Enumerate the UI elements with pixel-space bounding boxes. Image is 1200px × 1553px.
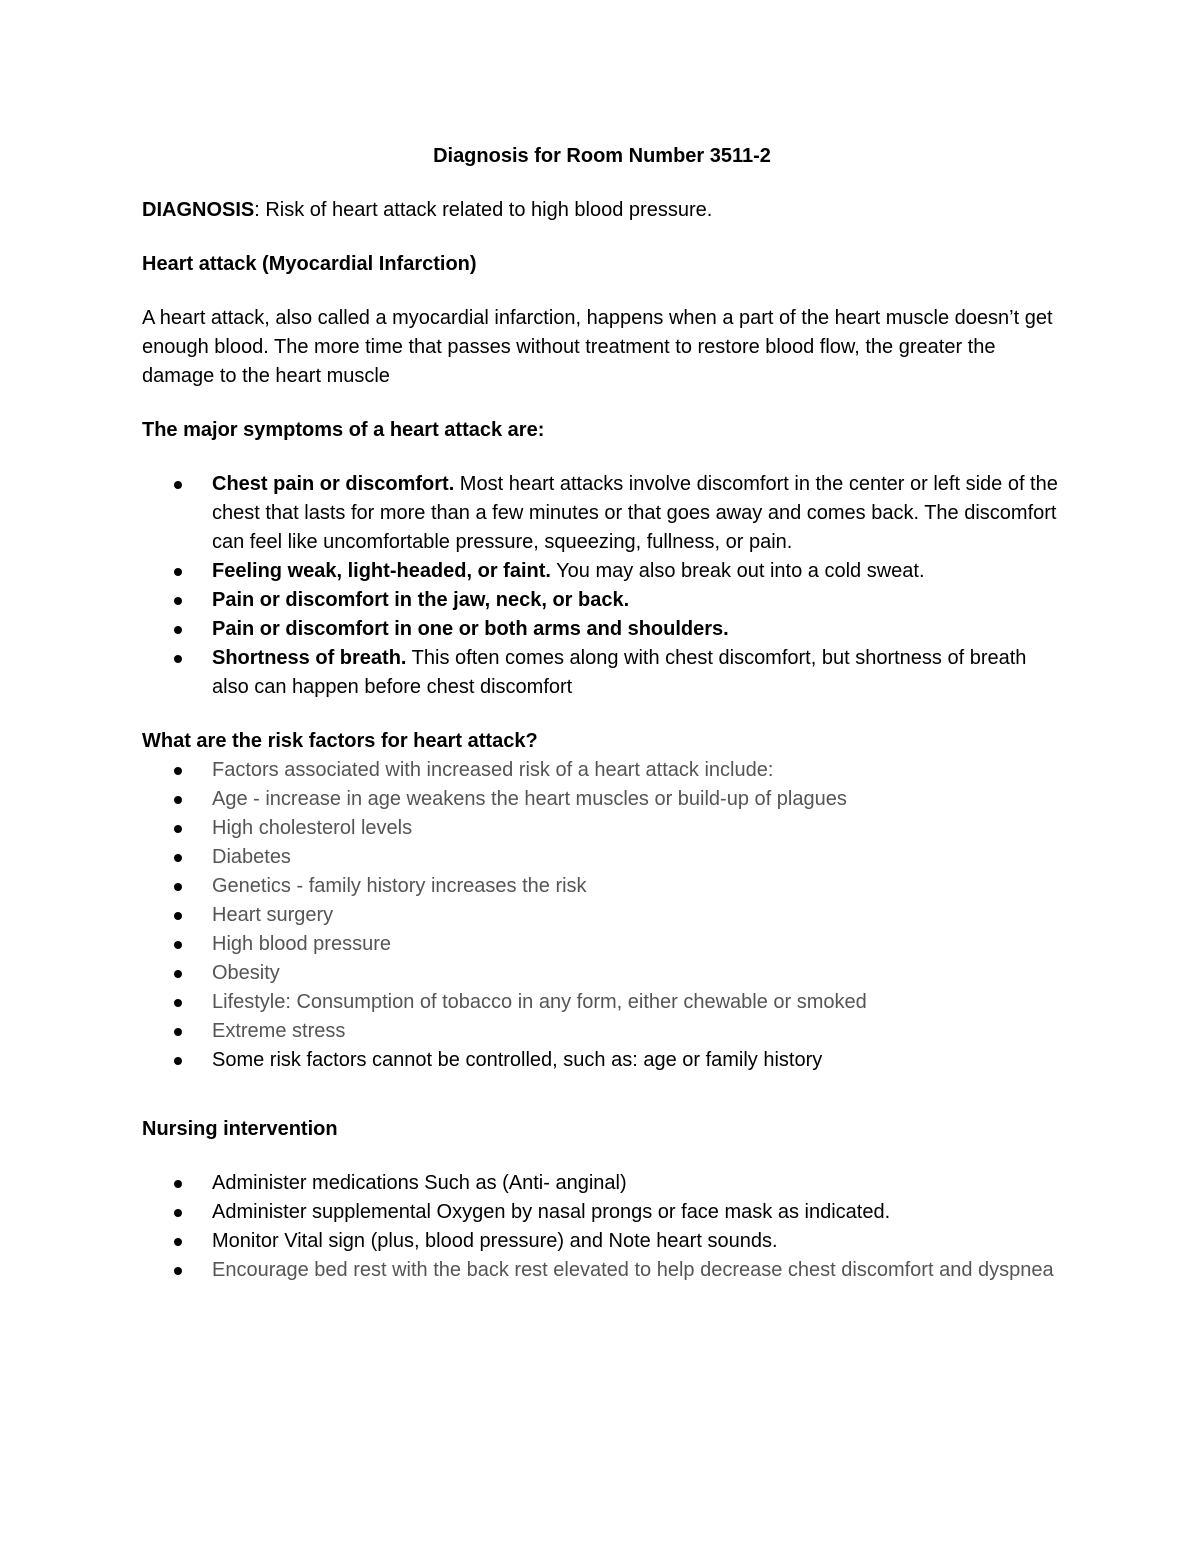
- list-item: [142, 988, 1062, 1017]
- symptom-text: Most heart attacks involve discomfort in the center or left side of the chest that lasts for more than a few minutes or that goes away and comes back. The discomfort can feel like uncomfortable pressure, squeezing, fullness, or pain.: [212, 473, 1058, 553]
- risk-factor-text: Genetics - family history increases the risk: [212, 875, 587, 897]
- section-heading-heart-attack: Heart attack (Myocardial Infarction): [142, 253, 477, 275]
- symptom-text: You may also break out into a cold sweat.: [550, 560, 925, 582]
- intervention-text: Administer medications Such as (Anti- anginal): [212, 1172, 627, 1194]
- list-item: [142, 1256, 1062, 1285]
- risk-factor-text: Age - increase in age weakens the heart muscles or build-up of plagues: [212, 788, 847, 810]
- symptom-title: Shortness of breath.: [212, 647, 407, 669]
- bullet-icon: [174, 970, 182, 978]
- risk-factor-text: Extreme stress: [212, 1020, 346, 1042]
- symptom-title: Feeling weak, light-headed, or faint.: [212, 560, 551, 582]
- list-item: [142, 814, 1062, 843]
- list-item: [142, 1198, 1062, 1227]
- list-item: [142, 1227, 1062, 1256]
- list-item: [142, 872, 1062, 901]
- list-item: [142, 901, 1062, 930]
- bullet-icon: [174, 1238, 182, 1246]
- section-heading-symptoms: The major symptoms of a heart attack are:: [142, 419, 545, 441]
- intervention-text: Administer supplemental Oxygen by nasal prongs or face mask as indicated.: [212, 1201, 891, 1223]
- document-body: [142, 142, 1062, 1310]
- symptom-text: This often comes along with chest discomfort, but shortness of breath also can happen before chest discomfort: [212, 647, 1027, 698]
- document-title: Diagnosis for Room Number 3511-2: [433, 145, 771, 167]
- risk-factor-text: High blood pressure: [212, 933, 391, 955]
- list-item: [142, 557, 1062, 586]
- risk-factor-text: Heart surgery: [212, 904, 334, 926]
- bullet-icon: [174, 568, 182, 576]
- list-item: [142, 1017, 1062, 1046]
- bullet-icon: [174, 941, 182, 949]
- list-item: [142, 586, 1062, 615]
- bullet-icon: [174, 655, 182, 663]
- heart-attack-paragraph: A heart attack, also called a myocardial infarction, happens when a part of the heart muscle doesn’t get enough blood. The more time that passes without treatment to restore blood flow, the greater the damage to the heart muscle: [142, 307, 1053, 387]
- list-item: [142, 756, 1062, 785]
- bullet-icon: [174, 1057, 182, 1065]
- bullet-icon: [174, 626, 182, 634]
- risk-factor-text: Factors associated with increased risk of a heart attack include:: [212, 759, 774, 781]
- intervention-text: Monitor Vital sign (plus, blood pressure) and Note heart sounds.: [212, 1230, 778, 1252]
- bullet-icon: [174, 1180, 182, 1188]
- bullet-icon: [174, 796, 182, 804]
- nursing-interventions-list: [142, 1169, 1062, 1285]
- bullet-icon: [174, 854, 182, 862]
- bullet-icon: [174, 597, 182, 605]
- intervention-text: Encourage bed rest with the back rest elevated to help decrease chest discomfort and dyspnea: [212, 1259, 1054, 1281]
- list-item: [142, 1046, 1062, 1075]
- symptom-title: Pain or discomfort in one or both arms and shoulders.: [212, 618, 729, 640]
- bullet-icon: [174, 999, 182, 1007]
- symptom-title: Chest pain or discomfort.: [212, 473, 455, 495]
- list-item: [142, 470, 1062, 557]
- diagnosis-label: DIAGNOSIS: [142, 199, 255, 221]
- symptom-title: Pain or discomfort in the jaw, neck, or back.: [212, 589, 630, 611]
- list-item: [142, 785, 1062, 814]
- bullet-icon: [174, 1209, 182, 1217]
- section-heading-risk-factors: What are the risk factors for heart attack?: [142, 730, 538, 752]
- risk-factor-text: Obesity: [212, 962, 280, 984]
- list-item: [142, 930, 1062, 959]
- bullet-icon: [174, 825, 182, 833]
- risk-factor-text: Some risk factors cannot be controlled, such as: age or family history: [212, 1049, 823, 1071]
- section-heading-nursing: Nursing intervention: [142, 1118, 338, 1140]
- bullet-icon: [174, 481, 182, 489]
- risk-factor-text: Lifestyle: Consumption of tobacco in any form, either chewable or smoked: [212, 991, 867, 1013]
- bullet-icon: [174, 1267, 182, 1275]
- risk-factors-list: [142, 756, 1062, 1075]
- bullet-icon: [174, 912, 182, 920]
- risk-factor-text: Diabetes: [212, 846, 291, 868]
- bullet-icon: [174, 767, 182, 775]
- bullet-icon: [174, 1028, 182, 1036]
- risk-factor-text: High cholesterol levels: [212, 817, 413, 839]
- list-item: [142, 959, 1062, 988]
- bullet-icon: [174, 883, 182, 891]
- list-item: [142, 843, 1062, 872]
- list-item: [142, 615, 1062, 644]
- diagnosis-text: : Risk of heart attack related to high blood pressure.: [254, 199, 713, 221]
- symptoms-list: [142, 470, 1062, 702]
- diagnosis-line: [142, 196, 1062, 225]
- list-item: [142, 1169, 1062, 1198]
- list-item: [142, 644, 1062, 702]
